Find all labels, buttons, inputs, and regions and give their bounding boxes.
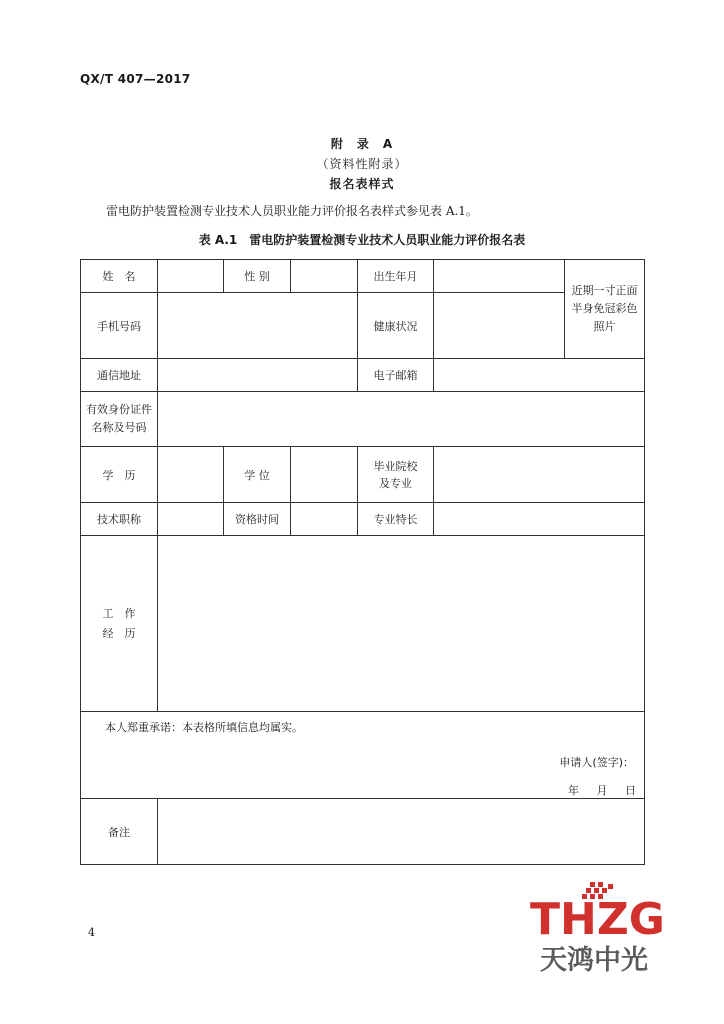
- label-school: 毕业院校及专业: [358, 447, 434, 503]
- logo-letters: THZG: [530, 894, 665, 945]
- health-field[interactable]: [434, 293, 565, 359]
- date-label[interactable]: 年 月 日: [568, 784, 636, 797]
- label-birth: 出生年月: [358, 260, 434, 293]
- gender-field[interactable]: [291, 260, 358, 293]
- degree-field[interactable]: [291, 447, 358, 503]
- phone-field[interactable]: [158, 293, 358, 359]
- label-address: 通信地址: [81, 359, 158, 392]
- id-document-field[interactable]: [158, 392, 645, 447]
- signature-label[interactable]: 申请人(签字)：: [559, 756, 634, 769]
- tech-title-field[interactable]: [158, 503, 224, 536]
- label-tech-title: 技术职称: [81, 503, 158, 536]
- page-number: 4: [88, 926, 95, 939]
- label-id-document: 有效身份证件名称及号码: [81, 392, 158, 447]
- email-field[interactable]: [434, 359, 645, 392]
- pledge-section: [81, 712, 645, 799]
- logo-text: 天鸿中光: [540, 945, 648, 976]
- remarks-field[interactable]: [158, 799, 645, 865]
- label-email: 电子邮箱: [358, 359, 434, 392]
- label-work-history: 工 作经 历: [81, 536, 158, 712]
- birth-field[interactable]: [434, 260, 565, 293]
- table-caption-title: 雷电防护装置检测专业技术人员职业能力评价报名表: [249, 233, 526, 247]
- label-health: 健康状况: [358, 293, 434, 359]
- qual-time-field[interactable]: [291, 503, 358, 536]
- pledge-text: 本人郑重承诺：本表格所填信息均属实。: [105, 721, 303, 734]
- label-education: 学 历: [81, 447, 158, 503]
- education-field[interactable]: [158, 447, 224, 503]
- name-field[interactable]: [158, 260, 224, 293]
- label-qual-time: 资格时间: [224, 503, 291, 536]
- address-field[interactable]: [158, 359, 358, 392]
- label-gender: 性 别: [224, 260, 291, 293]
- label-degree: 学 位: [224, 447, 291, 503]
- table-caption-number: 表 A.1: [198, 233, 238, 247]
- specialty-field[interactable]: [434, 503, 645, 536]
- appendix-title: 附 录 A: [330, 137, 394, 151]
- school-field[interactable]: [434, 447, 645, 503]
- standard-code: QX/T 407—2017: [80, 72, 191, 86]
- registration-form-table: [80, 259, 645, 865]
- appendix-subtitle: （资料性附录）: [316, 157, 408, 171]
- work-history-field[interactable]: [158, 536, 645, 712]
- appendix-name: 报名表样式: [329, 177, 395, 191]
- label-phone: 手机号码: [81, 293, 158, 359]
- label-name: 姓 名: [81, 260, 158, 293]
- intro-paragraph: 雷电防护装置检测专业技术人员职业能力评价报名表样式参见表 A.1。: [106, 204, 478, 218]
- label-specialty: 专业特长: [358, 503, 434, 536]
- label-remarks: 备注: [81, 799, 158, 865]
- table-caption: [0, 231, 724, 248]
- photo-box[interactable]: 近期一寸正面半身免冠彩色照片: [565, 260, 645, 359]
